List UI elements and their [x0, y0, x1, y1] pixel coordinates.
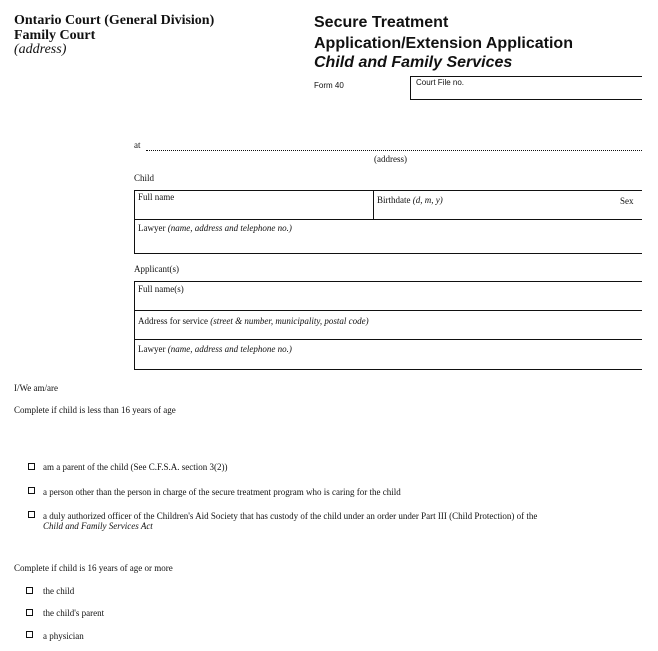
option-cas-officer-checkbox[interactable]	[28, 511, 35, 518]
form-title-line2: Application/Extension Application	[314, 35, 573, 52]
child-birthdate-format: (d, m, y)	[412, 195, 443, 205]
iwe-statement: I/We am/are	[14, 383, 58, 393]
applicant-full-name-field[interactable]	[138, 284, 184, 294]
child-birthdate-label: Birthdate	[377, 195, 411, 205]
location-address-caption: (address)	[374, 154, 407, 164]
form-title-line3: Child and Family Services	[314, 54, 513, 71]
court-file-label: Court File no.	[416, 78, 465, 87]
option-parent-checkbox[interactable]	[28, 463, 35, 470]
applicant-lawyer-label: Lawyer	[138, 344, 166, 354]
option-parent-label: am a parent of the child (See C.F.S.A. section 3(2))	[43, 462, 228, 472]
applicant-address-hint: (street & number, municipality, postal code)	[210, 316, 369, 326]
applicant-address-label: Address for service	[138, 316, 208, 326]
applicant-lawyer-field[interactable]	[138, 344, 292, 354]
applicant-address-field[interactable]	[138, 316, 369, 326]
location-address-line[interactable]	[146, 150, 642, 151]
applicant-row-divider-1	[134, 310, 642, 311]
child-full-name-label: Full name	[138, 192, 175, 202]
option-caregiver-checkbox[interactable]	[28, 487, 35, 494]
option-cas-officer-label: a duly authorized officer of the Children's Aid Society that has custody of the child under an order under Part III (Child Protection) of the	[43, 511, 538, 521]
applicants-heading: Applicant(s)	[134, 264, 179, 274]
option-physician-label: a physician	[43, 631, 84, 641]
child-sex-field[interactable]	[620, 196, 634, 206]
child-name-birth-divider	[373, 190, 374, 219]
form-title-line1: Secure Treatment	[314, 14, 449, 31]
option-childs-parent-label: the child's parent	[43, 608, 105, 618]
child-birthdate-field[interactable]	[377, 195, 443, 205]
applicant-lawyer-hint: (name, address and telephone no.)	[167, 344, 292, 354]
option-caregiver-label: a person other than the person in charge of the secure treatment program who is caring for the child	[43, 487, 401, 497]
court-name: Ontario Court (General Division)	[14, 13, 215, 28]
option-child-checkbox[interactable]	[26, 587, 33, 594]
at-label: at	[134, 140, 141, 150]
court-address: (address)	[14, 42, 67, 57]
option-physician-checkbox[interactable]	[26, 631, 33, 638]
form-number: Form 40	[314, 81, 344, 90]
child-heading: Child	[134, 173, 155, 183]
option-cas-officer-act: Child and Family Services Act	[43, 521, 153, 531]
court-division: Family Court	[14, 28, 96, 43]
child-full-name-field[interactable]	[138, 192, 174, 202]
option-child-label: the child	[43, 586, 75, 596]
child-lawyer-label: Lawyer	[138, 223, 166, 233]
court-file-number-field[interactable]	[410, 76, 642, 100]
applicant-full-name-label: Full name(s)	[138, 284, 184, 294]
child-sex-label: Sex	[620, 196, 634, 206]
child-lawyer-field[interactable]	[138, 223, 292, 233]
applicant-row-divider-2	[134, 339, 642, 340]
option-childs-parent-checkbox[interactable]	[26, 609, 33, 616]
over16-heading: Complete if child is 16 years of age or more	[14, 563, 173, 573]
child-row-divider	[134, 219, 642, 220]
child-lawyer-hint: (name, address and telephone no.)	[167, 223, 292, 233]
under16-heading: Complete if child is less than 16 years of age	[14, 405, 176, 415]
